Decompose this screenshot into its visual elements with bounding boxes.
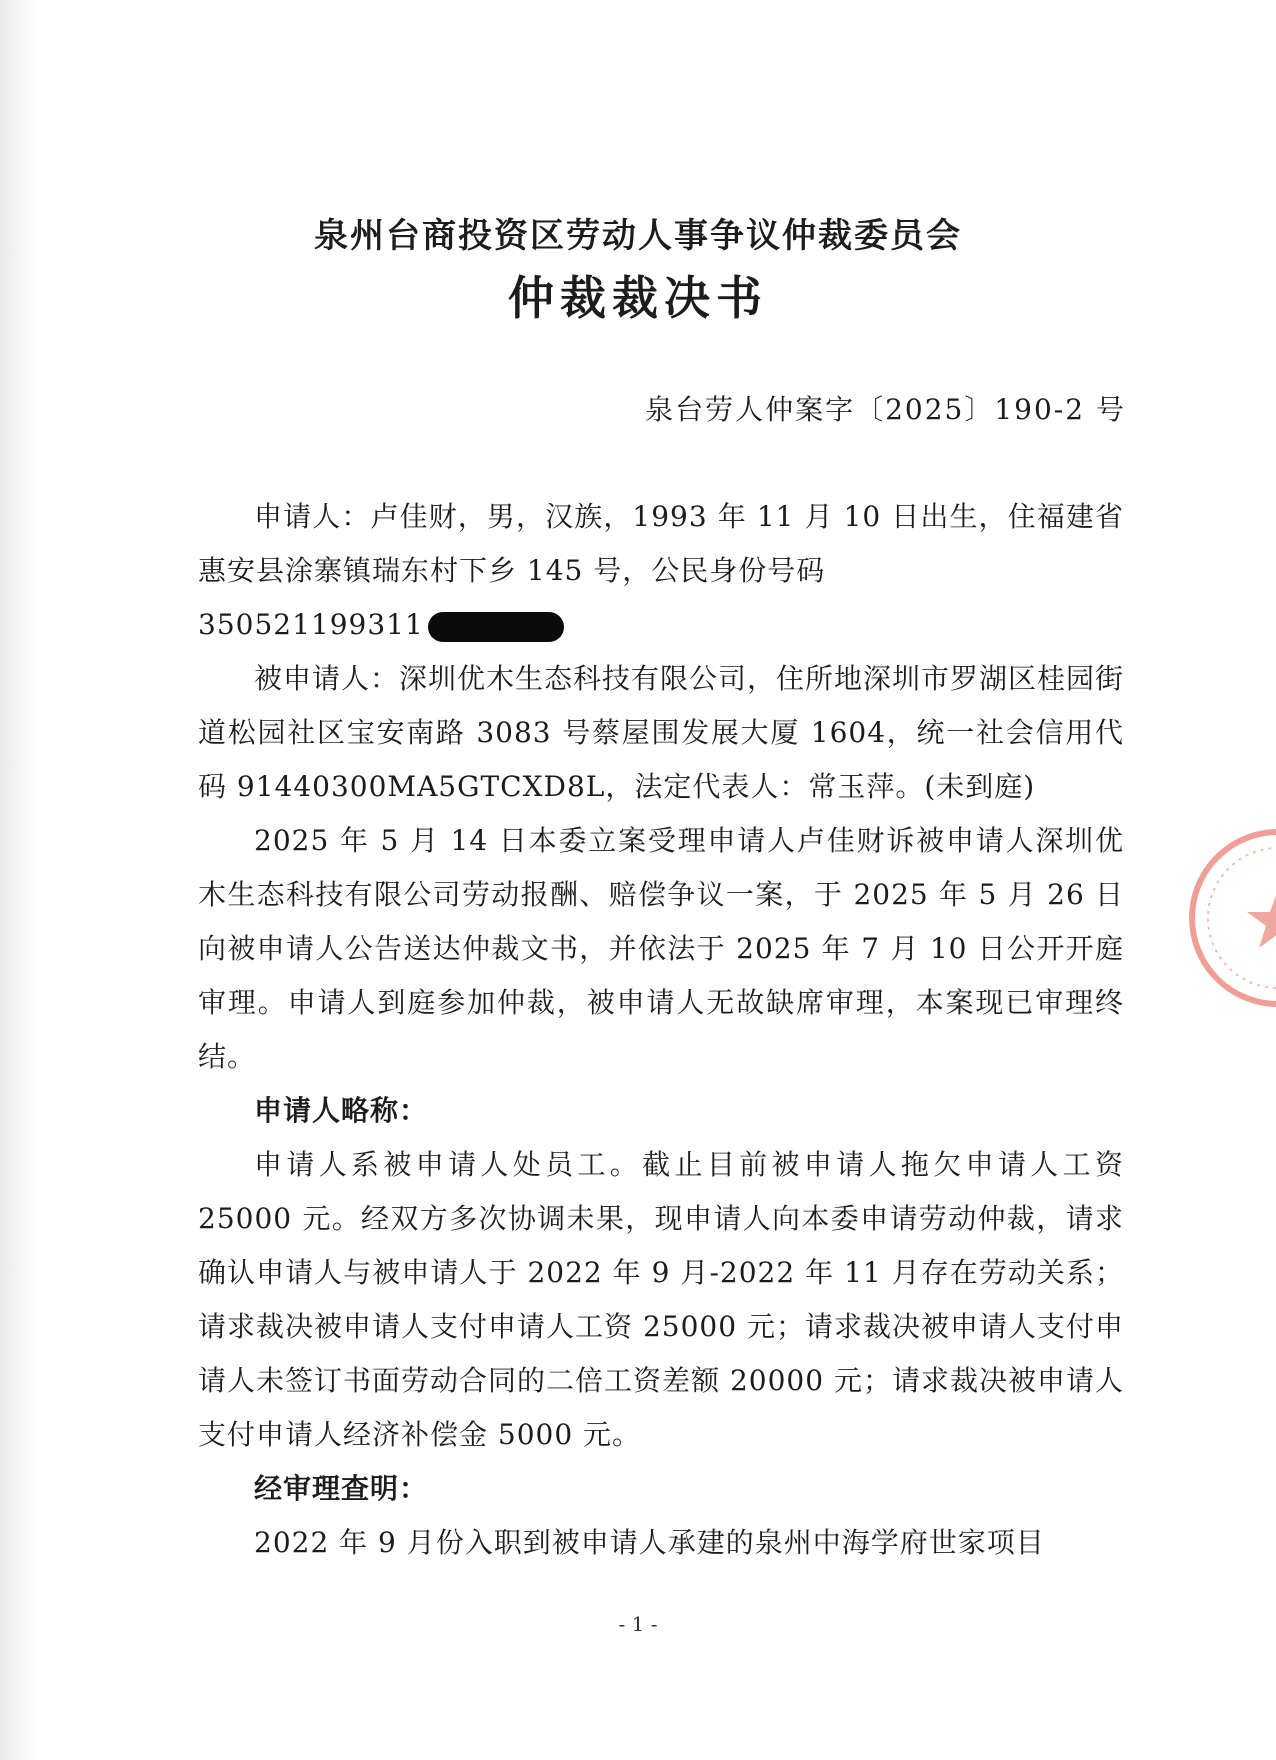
applicant-id-visible: 350521199311 [198, 608, 424, 641]
organization-title: 泉州台商投资区劳动人事争议仲裁委员会 [314, 216, 962, 256]
respondent-paragraph: 被申请人：深圳优木生态科技有限公司，住所地深圳市罗湖区桂园街道松园社区宝安南路 3083 号蔡屋围发展大厦 1604，统一社会信用代码 91440300MA5GTCXD8L，法定代表人：常玉萍。(未到庭) [198, 662, 1125, 803]
applicant-paragraph [198, 490, 1124, 598]
applicant-id-line [198, 598, 1124, 652]
redaction-mark [428, 612, 564, 642]
applicant-claims-paragraph: 申请人系被申请人处员工。截止目前被申请人拖欠申请人工资 25000 元。经双方多次协调未果，现申请人向本委申请劳动仲裁，请求确认申请人与被申请人于 2022 年 9 月-2022 年 11 月存在劳动关系；请求裁决被申请人支付申请人工资 25000 元；请求裁决被申请人支付申请人未签订书面劳动合同的二倍工资差额 20000 元；请求裁决被申请人支付申请人经济补偿金 5000 元。 [198, 1148, 1124, 1451]
official-seal-icon [1178, 818, 1276, 1018]
document-body [198, 490, 1124, 1570]
findings-paragraph: 2022 年 9 月份入职到被申请人承建的泉州中海学府世家项目 [254, 1526, 1045, 1559]
applicant-text: 申请人：卢佳财，男，汉族，1993 年 11 月 10 日出生，住福建省惠安县涂寨镇瑞东村下乡 145 号，公民身份号码 [198, 500, 1124, 587]
document-title: 仲裁裁决书 [508, 271, 768, 325]
page-number: - 1 - [618, 1612, 658, 1636]
case-number: 泉台劳人仲案字〔2025〕190-2 号 [645, 393, 1126, 426]
applicant-claims-heading: 申请人略称： [254, 1094, 429, 1127]
findings-heading: 经审理查明： [254, 1472, 429, 1505]
case-intro-paragraph: 2025 年 5 月 14 日本委立案受理申请人卢佳财诉被申请人深圳优木生态科技有限公司劳动报酬、赔偿争议一案，于 2025 年 5 月 26 日向被申请人公告送达仲裁文书，并依法于 2025 年 7 月 10 日公开开庭审理。申请人到庭参加仲裁，被申请人无故缺席审理，本案现已审理终结。 [198, 824, 1124, 1073]
